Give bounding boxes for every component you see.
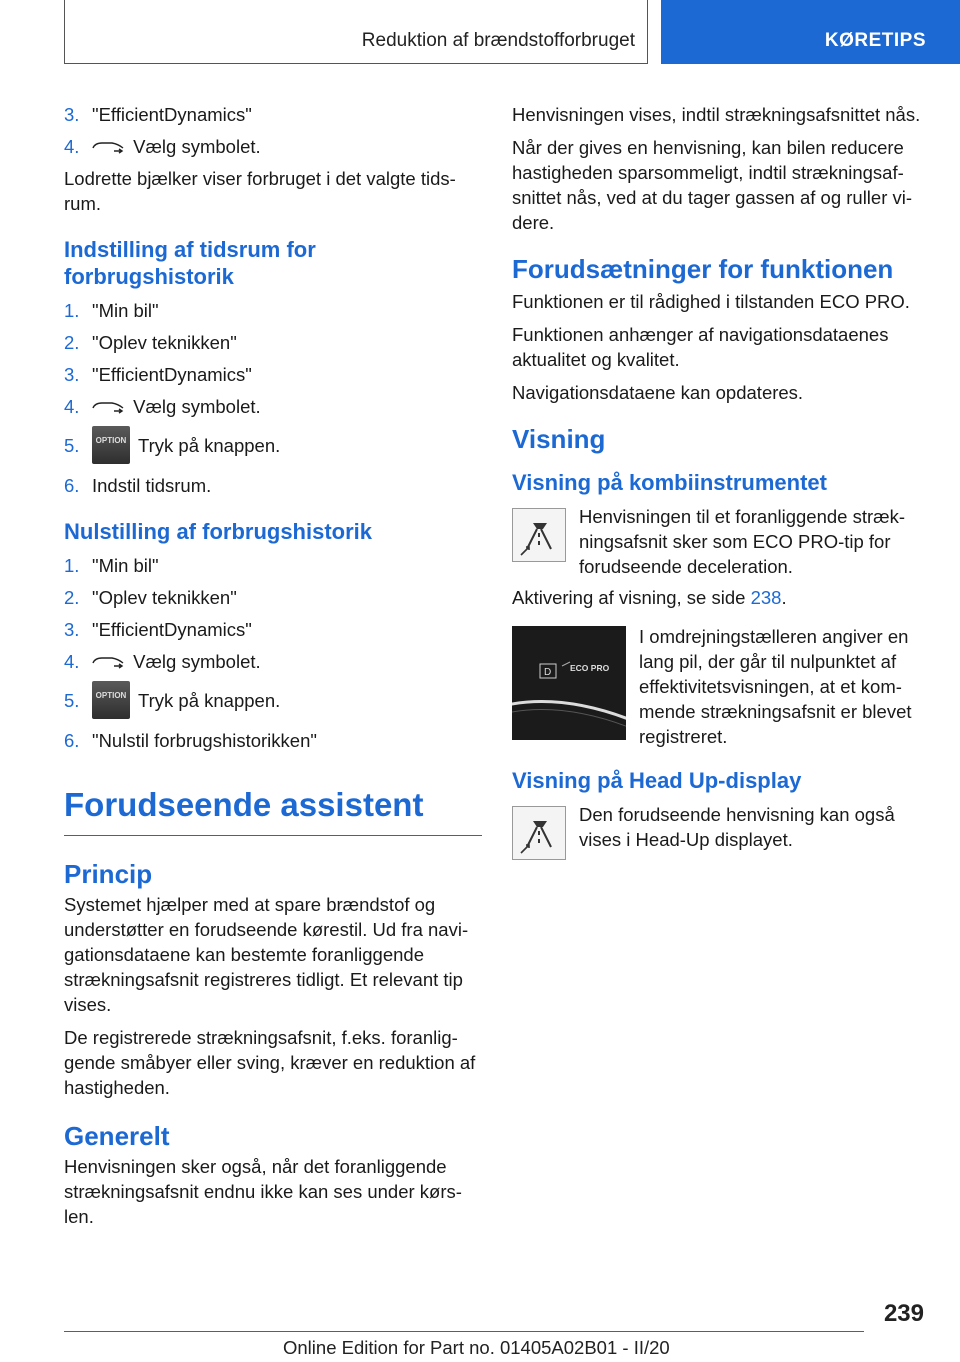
header-title: Reduktion af brændstofforbruget	[361, 30, 635, 51]
step-number: 4.	[64, 136, 80, 157]
step-number: 3.	[64, 104, 80, 125]
step-number: 2.	[64, 332, 80, 353]
road-warning-icon	[512, 806, 566, 860]
section-heading: Visning	[512, 424, 606, 454]
step-number: 1.	[64, 555, 80, 576]
step-text: "EfficientDynamics"	[92, 619, 252, 640]
step-text: "Oplev teknikken"	[92, 332, 237, 353]
list-item	[64, 728, 482, 753]
step-text: "Min bil"	[92, 300, 159, 321]
section-heading: Visning på Head Up-display	[512, 768, 802, 793]
step-number: 3.	[64, 619, 80, 640]
section-heading: Princip	[64, 859, 153, 889]
step-text: Indstil tidsrum.	[92, 475, 212, 496]
step-text: Vælg symbolet.	[133, 396, 261, 417]
list-item	[64, 134, 482, 159]
page-link[interactable]: 238	[750, 587, 782, 608]
info-block	[512, 624, 924, 749]
car-icon	[90, 139, 126, 157]
car-icon	[90, 399, 126, 417]
chapter-heading: Forudseende assistent	[64, 785, 482, 836]
step-text: "Oplev teknikken"	[92, 587, 237, 608]
section-heading: Forudsætninger for funktionen	[512, 254, 894, 284]
list-item	[64, 394, 482, 419]
step-text: "Nulstil forbrugshistorikken"	[92, 730, 317, 751]
step-number: 2.	[64, 587, 80, 608]
paragraph: Når der gives en henvisning, kan bilen reducere hastigheden sparsommeligt, indtil strækningsaf-snittet nås, ved at du tager gassen af og ruller vi-dere.	[512, 137, 913, 233]
section-heading: Visning på kombiinstrumentet	[512, 470, 827, 495]
paragraph: De registrerede strækningsafsnit, f.eks. foranlig-gende småbyer eller sving, kræver en reduktion af hastigheden.	[64, 1027, 476, 1098]
list-item	[64, 102, 482, 127]
footer-divider	[64, 1331, 864, 1332]
step-number: 6.	[64, 475, 80, 496]
list-item	[64, 585, 482, 610]
left-column	[64, 102, 482, 1237]
icon-description: Den forudseende henvisning kan også vises i Head-Up displayet.	[579, 804, 895, 850]
list-item	[64, 362, 482, 387]
step-text: Vælg symbolet.	[133, 651, 261, 672]
paragraph: Lodrette bjælker viser forbruget i det valgte tids-rum.	[64, 168, 456, 214]
paragraph: Funktionen anhænger af navigationsdataenes aktualitet og kvalitet.	[512, 324, 889, 370]
list-item	[64, 426, 482, 466]
section-heading: Nulstilling af forbrugshistorik	[64, 519, 373, 544]
road-warning-icon	[512, 508, 566, 562]
step-text: "Min bil"	[92, 555, 159, 576]
right-column	[512, 102, 924, 870]
step-number: 5.	[64, 435, 80, 456]
paragraph: Navigationsdataene kan opdateres.	[512, 382, 804, 403]
paragraph	[512, 585, 924, 610]
step-text: "EfficientDynamics"	[92, 104, 252, 125]
edition-footer: Online Edition for Part no. 01405A02B01 - II/20	[283, 1337, 670, 1358]
list-item	[64, 681, 482, 721]
step-text: "EfficientDynamics"	[92, 364, 252, 385]
list-item	[64, 617, 482, 642]
paragraph: Funktionen er til rådighed i tilstanden ECO PRO.	[512, 291, 910, 312]
step-text: Tryk på knappen.	[138, 435, 281, 456]
paragraph: Henvisningen vises, indtil strækningsafsnittet nås.	[512, 104, 921, 125]
header-title-box	[64, 0, 648, 64]
section-heading: Generelt	[64, 1121, 170, 1151]
info-block	[512, 504, 924, 579]
icon-description: I omdrejningstælleren angiver en lang pil, der går til nulpunktet af effektivitetsvisningen, at et kom-mende strækningsafsnit er blevet registreret.	[639, 626, 912, 747]
gauge-d-label: D	[544, 667, 552, 678]
step-number: 4.	[64, 396, 80, 417]
list-item	[64, 298, 482, 323]
gauge-eco-label: ECO PRO	[570, 663, 610, 673]
step-number: 3.	[64, 364, 80, 385]
text: Aktivering af visning, se side	[512, 587, 751, 608]
list-item	[64, 649, 482, 674]
tachometer-image	[512, 626, 626, 740]
option-button-icon: OPTION	[92, 681, 130, 719]
option-button-icon: OPTION	[92, 426, 130, 464]
list-item	[64, 553, 482, 578]
step-number: 6.	[64, 730, 80, 751]
step-text: Vælg symbolet.	[133, 136, 261, 157]
paragraph: Systemet hjælper med at spare brændstof og understøtter en forudseende kørestil. Ud fra navi-gationsdataene kan bestemte foranliggende strækningsafsnit registreres tidligt. Et relevant tip vises.	[64, 894, 469, 1015]
paragraph: Henvisningen sker også, når det foranliggende strækningsafsnit endnu ikke kan ses under kørs-len.	[64, 1156, 462, 1227]
icon-description: Henvisningen til et foranliggende stræk-ningsafsnit sker som ECO PRO-tip for forudseende deceleration.	[579, 506, 905, 577]
step-number: 5.	[64, 690, 80, 711]
text: .	[781, 587, 787, 608]
step-number: 1.	[64, 300, 80, 321]
header-section-tab[interactable]	[661, 0, 960, 64]
step-text: Tryk på knappen.	[138, 690, 281, 711]
page-number: 239	[883, 1300, 924, 1327]
car-icon	[90, 654, 126, 672]
header-section-label: KØRETIPS	[824, 30, 926, 51]
step-number: 4.	[64, 651, 80, 672]
list-item	[64, 330, 482, 355]
info-block	[512, 802, 924, 864]
section-heading: Indstilling af tidsrum for forbrugshistorik	[64, 237, 316, 289]
list-item	[64, 473, 482, 498]
